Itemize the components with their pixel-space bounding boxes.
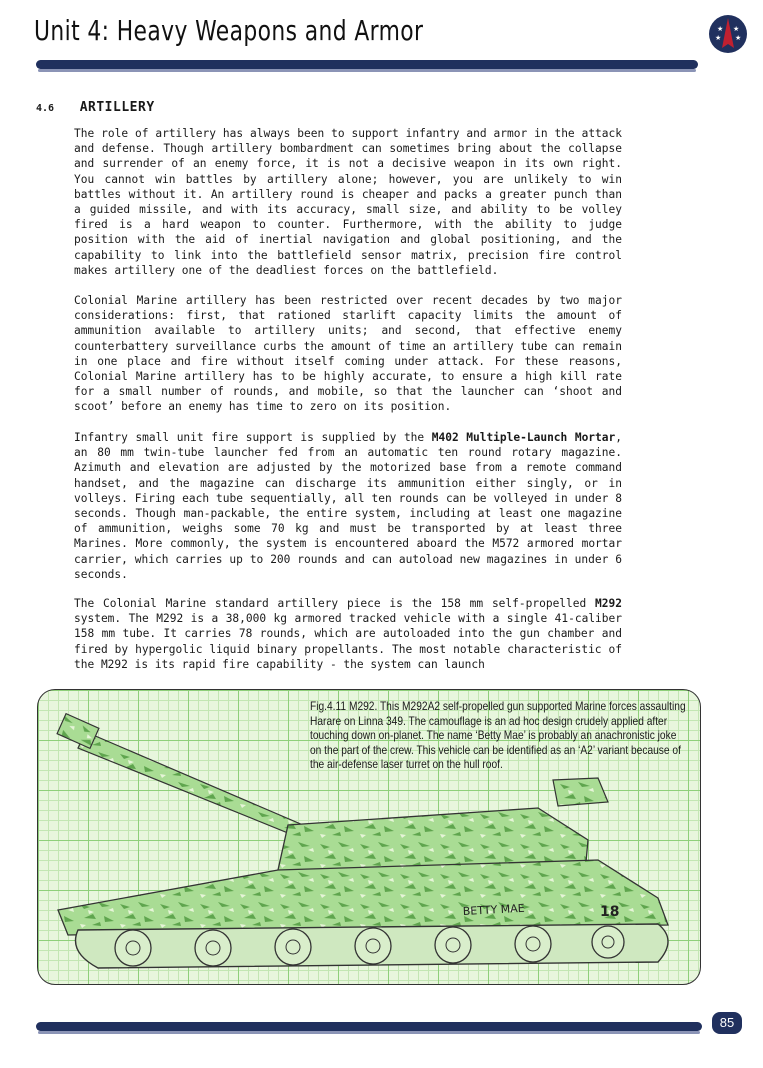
hull-number-text: 18 [600,904,620,920]
paragraph-artillery-role: The role of artillery has always been to support infantry and armor in the attack and defense. Though artillery bombardment can sometimes bring about the collapse and surrender of an enemy force, it is not a decisive weapon in its own right. You cannot win battles by artillery alone; however, you are unlikely to win battles without it. An artillery round is cheaper and packs a greater punch than a guided missile, and with its accuracy, small size, and ability to be volley fired is a hard weapon to counter. Furthermore, with the ability to judge position with the aid of inertial navigation and global positioning, and the capability to link into the battlefield sensor matrix, precision fire control makes artillery one of the deadliest forces on the battlefield. [74,127,622,277]
paragraph-colonial-marine-artillery: Colonial Marine artillery has been restricted over recent decades by two major considerations: first, that rationed starlift capacity limits the amount of ammunition available to artillery units; and second, that effective enemy counterbattery surveillance curbs the amount of time an artillery tube can remain in one place and fire without itself coming under attack. For these reasons, Colonial Marine artillery has to be highly accurate, to ensure a high kill rate for a small number of rounds, and mobile, so that the launcher can ‘shoot and scoot’ before an enemy has time to zero on its position. [74,294,622,414]
m292-term: M292 [595,597,622,610]
svg-text:★: ★ [715,34,722,42]
svg-text:★: ★ [735,34,742,42]
paragraph-text: system. The M292 is a 38,000 kg armored tracked vehicle with a single 41-caliber 158 mm tube. It carries 78 rounds, which are autoloaded into the gun chamber and fired by hypergolic liquid binary propellants. The most notable characteristic of the M292 is its rapid fire capability - the system can launch [74,612,622,671]
hull-name-text: BETTY MAE [462,901,526,918]
section-heading [36,96,155,115]
header-divider-bar [36,60,698,69]
paragraph-text: , an 80 mm twin-tube launcher fed from an automatic ten round rotary magazine. Azimuth and elevation are adjusted by the motorized base from a remote command handset, and the magazine can discharge its ammunition either singly, or in volleys. Firing each tube sequentially, all ten rounds can be volleyed in under 8 seconds. Though man-packable, the entire system, including at least one magazine of ammunition, weighs some 70 kg and must be transported by at least three Marines. More commonly, the system is encountered aboard the M572 armored mortar carrier, which carries up to 200 rounds and can autoload new magazines in under 6 seconds. [74,431,623,581]
laser-turret [553,778,608,806]
page-number: 85 [712,1012,742,1034]
figure-caption: Fig.4.11 M292. This M292A2 self-propelled gun supported Marine forces assaulting Harare on Linna 349. The camouflage is an ad hoc design crudely applied after touching down on-planet. The name ‘Betty Mae’ is probably an anachronistic joke on the part of the crew. This vehicle can be identified as an ‘A2’ variant because of the air-defense laser turret on the hull roof. [310,700,686,772]
m402-term: M402 Multiple-Launch Mortar [431,431,616,444]
svg-text:★: ★ [717,25,724,33]
section-title: ARTILLERY [79,100,155,115]
footer-divider-bar [36,1022,702,1031]
paragraph-m292-system [74,596,622,672]
header-divider-shadow [38,69,696,72]
paragraph-text: Infantry small unit fire support is supplied by the [74,431,432,444]
footer-divider-shadow [38,1031,700,1034]
hull [58,860,668,935]
paragraph-text: The Colonial Marine standard artillery piece is the 158 mm self-propelled [74,597,596,610]
unit-title: Unit 4: Heavy Weapons and Armor [34,14,424,47]
muzzle-brake [57,714,99,749]
paragraph-m402-mortar [74,430,622,582]
usa-emblem-icon [708,14,748,54]
svg-text:★: ★ [733,25,740,33]
section-number: 4.6 [36,103,55,114]
figure-m292-illustration [37,689,701,985]
